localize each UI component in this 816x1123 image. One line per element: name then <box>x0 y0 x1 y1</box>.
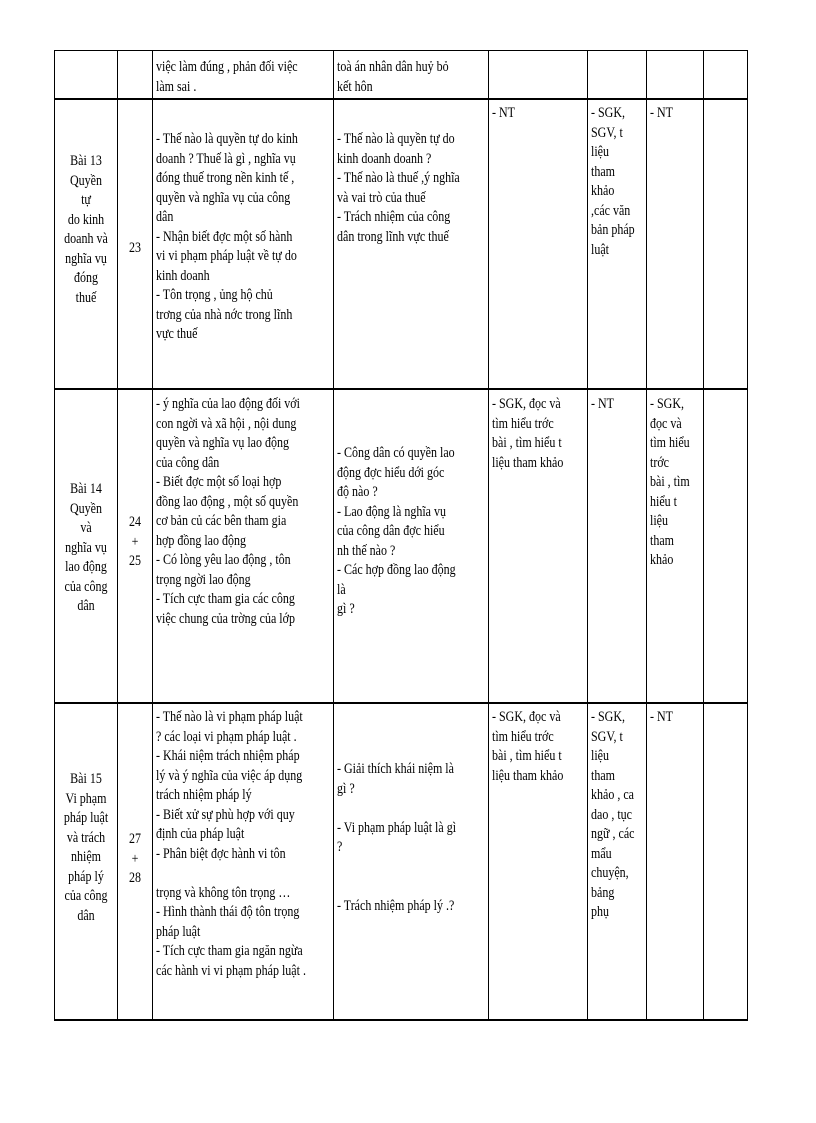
table-border <box>703 50 704 1020</box>
objectives-cell: - Thế nào là vi phạm pháp luật ? các loại vi phạm pháp luật . - Khái niệm trách nhiệm pháp lý và ý nghĩa của việc áp dụng trách nhiệm pháp lý - Biết xử sự phù hợp với quy định của pháp luật - Phân biệt đợc hành vi tôn trọng và không tôn trọng … - Hình thành thái độ tôn trọng pháp luật - Tích cực tham gia ngăn ngừa các hành vi vi phạm pháp luật . <box>156 709 306 979</box>
lesson-title-cell: Bài 13 Quyền tự do kinh doanh và nghĩa vụ đóng thuế <box>64 153 108 306</box>
table-border <box>488 50 489 1020</box>
table-border <box>54 702 748 704</box>
table-border <box>54 98 748 100</box>
table-border <box>54 388 748 390</box>
student-prep-cell: - NT <box>650 709 673 725</box>
content-cell: toà án nhân dân huỷ bỏ kết hôn <box>337 59 449 95</box>
objectives-cell: - ý nghĩa của lao động đối với con ngời và xã hội , nội dung quyền và nghĩa vụ lao động của công dân - Biết đợc một số loại hợp đồng lao động , một số quyền cơ bản củ các bên tham gia hợp đồng lao động - Có lòng yêu lao động , tôn trọng ngời lao động - Tích cực tham gia các công việc chung của trờng của lớp <box>156 396 300 627</box>
periods-cell: 27 + 28 <box>129 831 141 886</box>
teacher-method-cell: - SGK, đọc và tìm hiểu trớc bài , tìm hiểu t liệu tham khảo <box>492 396 564 471</box>
table-border <box>54 50 748 51</box>
teacher-method-cell: - SGK, đọc và tìm hiểu trớc bài , tìm hiểu t liệu tham khảo <box>492 709 564 784</box>
content-cell: - Giải thích khái niệm là gì ? - Vi phạm pháp luật là gì ? - Trách nhiệm pháp lý .? <box>337 761 457 914</box>
table-border <box>333 50 334 1020</box>
teacher-method-cell: - NT <box>492 105 515 121</box>
table-border <box>54 1019 748 1021</box>
student-prep-cell: - SGK, đọc và tìm hiểu trớc bài , tìm hiểu t liệu tham khảo <box>650 396 690 568</box>
content-cell: - Công dân có quyền lao động đợc hiểu dới góc độ nào ? - Lao động là nghĩa vụ của công dân đợc hiểu nh thế nào ? - Các hợp đồng lao động là gì ? <box>337 445 456 617</box>
student-prep-cell: - NT <box>650 105 673 121</box>
materials-cell: - SGK, SGV, t liệu tham khảo , ca dao , tục ngữ , các mẩu chuyện, bảng phụ <box>591 709 635 920</box>
table-border <box>117 50 118 1020</box>
content-cell: - Thế nào là quyền tự do kinh doanh doanh ? - Thế nào là thuế ,ý nghĩa và vai trò của thuế - Trách nhiệm của công dân trong lĩnh vực thuế <box>337 131 460 245</box>
table-border <box>587 50 588 1020</box>
lesson-title-cell: Bài 14 Quyền và nghĩa vụ lao động của công dân <box>64 481 108 614</box>
materials-cell: - NT <box>591 396 614 412</box>
table-border <box>747 50 748 1020</box>
periods-cell: 23 <box>129 240 141 256</box>
periods-cell: 24 + 25 <box>129 514 141 569</box>
objectives-cell: - Thế nào là quyền tự do kinh doanh ? Thuế là gì , nghĩa vụ đóng thuế trong nền kinh tế , quyền và nghĩa vụ của công dân - Nhận biết đợc một số hành vi vi phạm pháp luật về tự do kinh doanh - Tôn trọng , ủng hộ chủ trơng của nhà nớc trong lĩnh vực thuế <box>156 131 298 342</box>
lesson-title-cell: Bài 15 Vi phạm pháp luật và trách nhiệm pháp lý của công dân <box>63 771 109 924</box>
table-border <box>152 50 153 1020</box>
table-border <box>54 50 55 1020</box>
materials-cell: - SGK, SGV, t liệu tham khảo ,các văn bản pháp luật <box>591 105 635 258</box>
objectives-cell: việc làm đúng , phản đối việc làm sai . <box>156 59 298 95</box>
